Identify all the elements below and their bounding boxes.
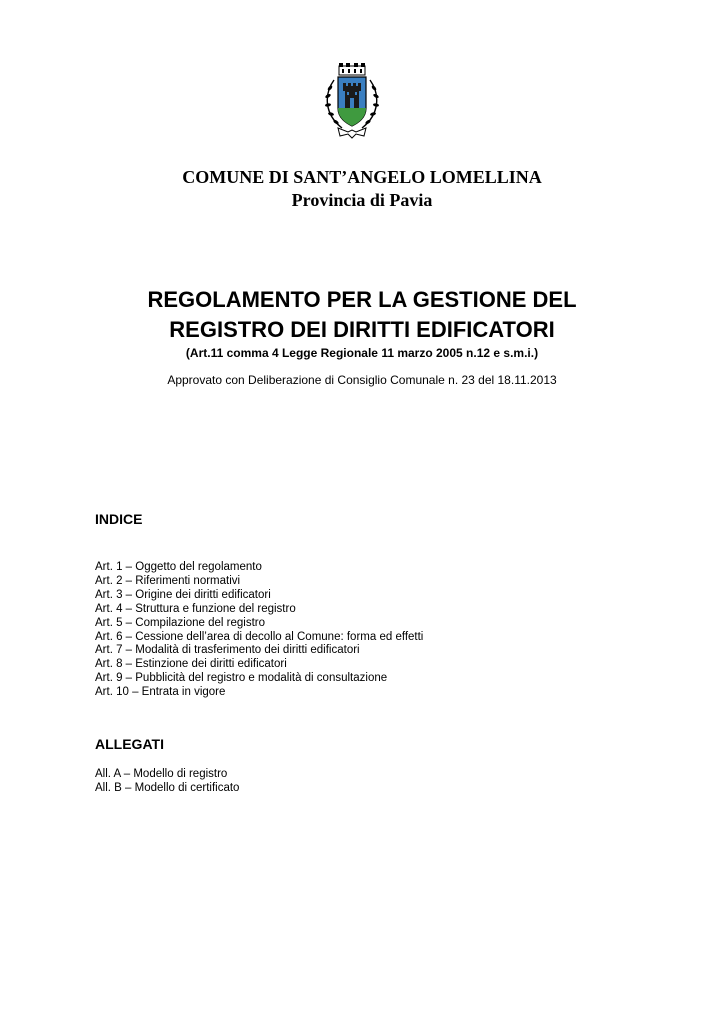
index-item: Art. 9 – Pubblicità del registro e modalità di consultazione [95, 672, 388, 685]
index-heading: INDICE [95, 511, 143, 527]
coat-of-arms-icon [320, 60, 384, 140]
index-item: Art. 5 – Compilazione del registro [95, 616, 266, 629]
annexes-heading: ALLEGATI [95, 736, 164, 752]
annex-item: All. B – Modello di certificato [95, 781, 240, 794]
province-name: Provincia di Pavia [291, 190, 433, 210]
document-title-line-2: REGISTRO DEI DIRITTI EDIFICATORI [169, 317, 555, 342]
municipality-name: COMUNE DI SANT’ANGELO LOMELLINA [182, 167, 542, 187]
annex-item: All. A – Modello di registro [95, 768, 228, 780]
index-item: Art. 3 – Origine dei diritti edificatori [95, 588, 271, 601]
index-item: Art. 7 – Modalità di trasferimento dei diritti edificatori [95, 644, 360, 657]
index-list [95, 561, 423, 700]
index-item: Art. 6 – Cessione dell’area di decollo al Comune: forma ed effetti [95, 630, 424, 643]
document-subtitle: (Art.11 comma 4 Legge Regionale 11 marzo 2005 n.12 e s.m.i.) [185, 346, 539, 360]
annexes-list [95, 768, 239, 796]
document-title-line-1: REGOLAMENTO PER LA GESTIONE DEL [147, 287, 577, 312]
index-item: Art. 2 – Riferimenti normativi [95, 574, 241, 587]
index-item: Art. 1 – Oggetto del regolamento [95, 561, 262, 573]
index-item: Art. 8 – Estinzione dei diritti edificatori [95, 658, 287, 671]
index-item: Art. 4 – Struttura e funzione del registro [95, 602, 296, 615]
index-item: Art. 10 – Entrata in vigore [95, 686, 226, 699]
approval-note: Approvato con Deliberazione di Consiglio Comunale n. 23 del 18.11.2013 [167, 373, 557, 387]
